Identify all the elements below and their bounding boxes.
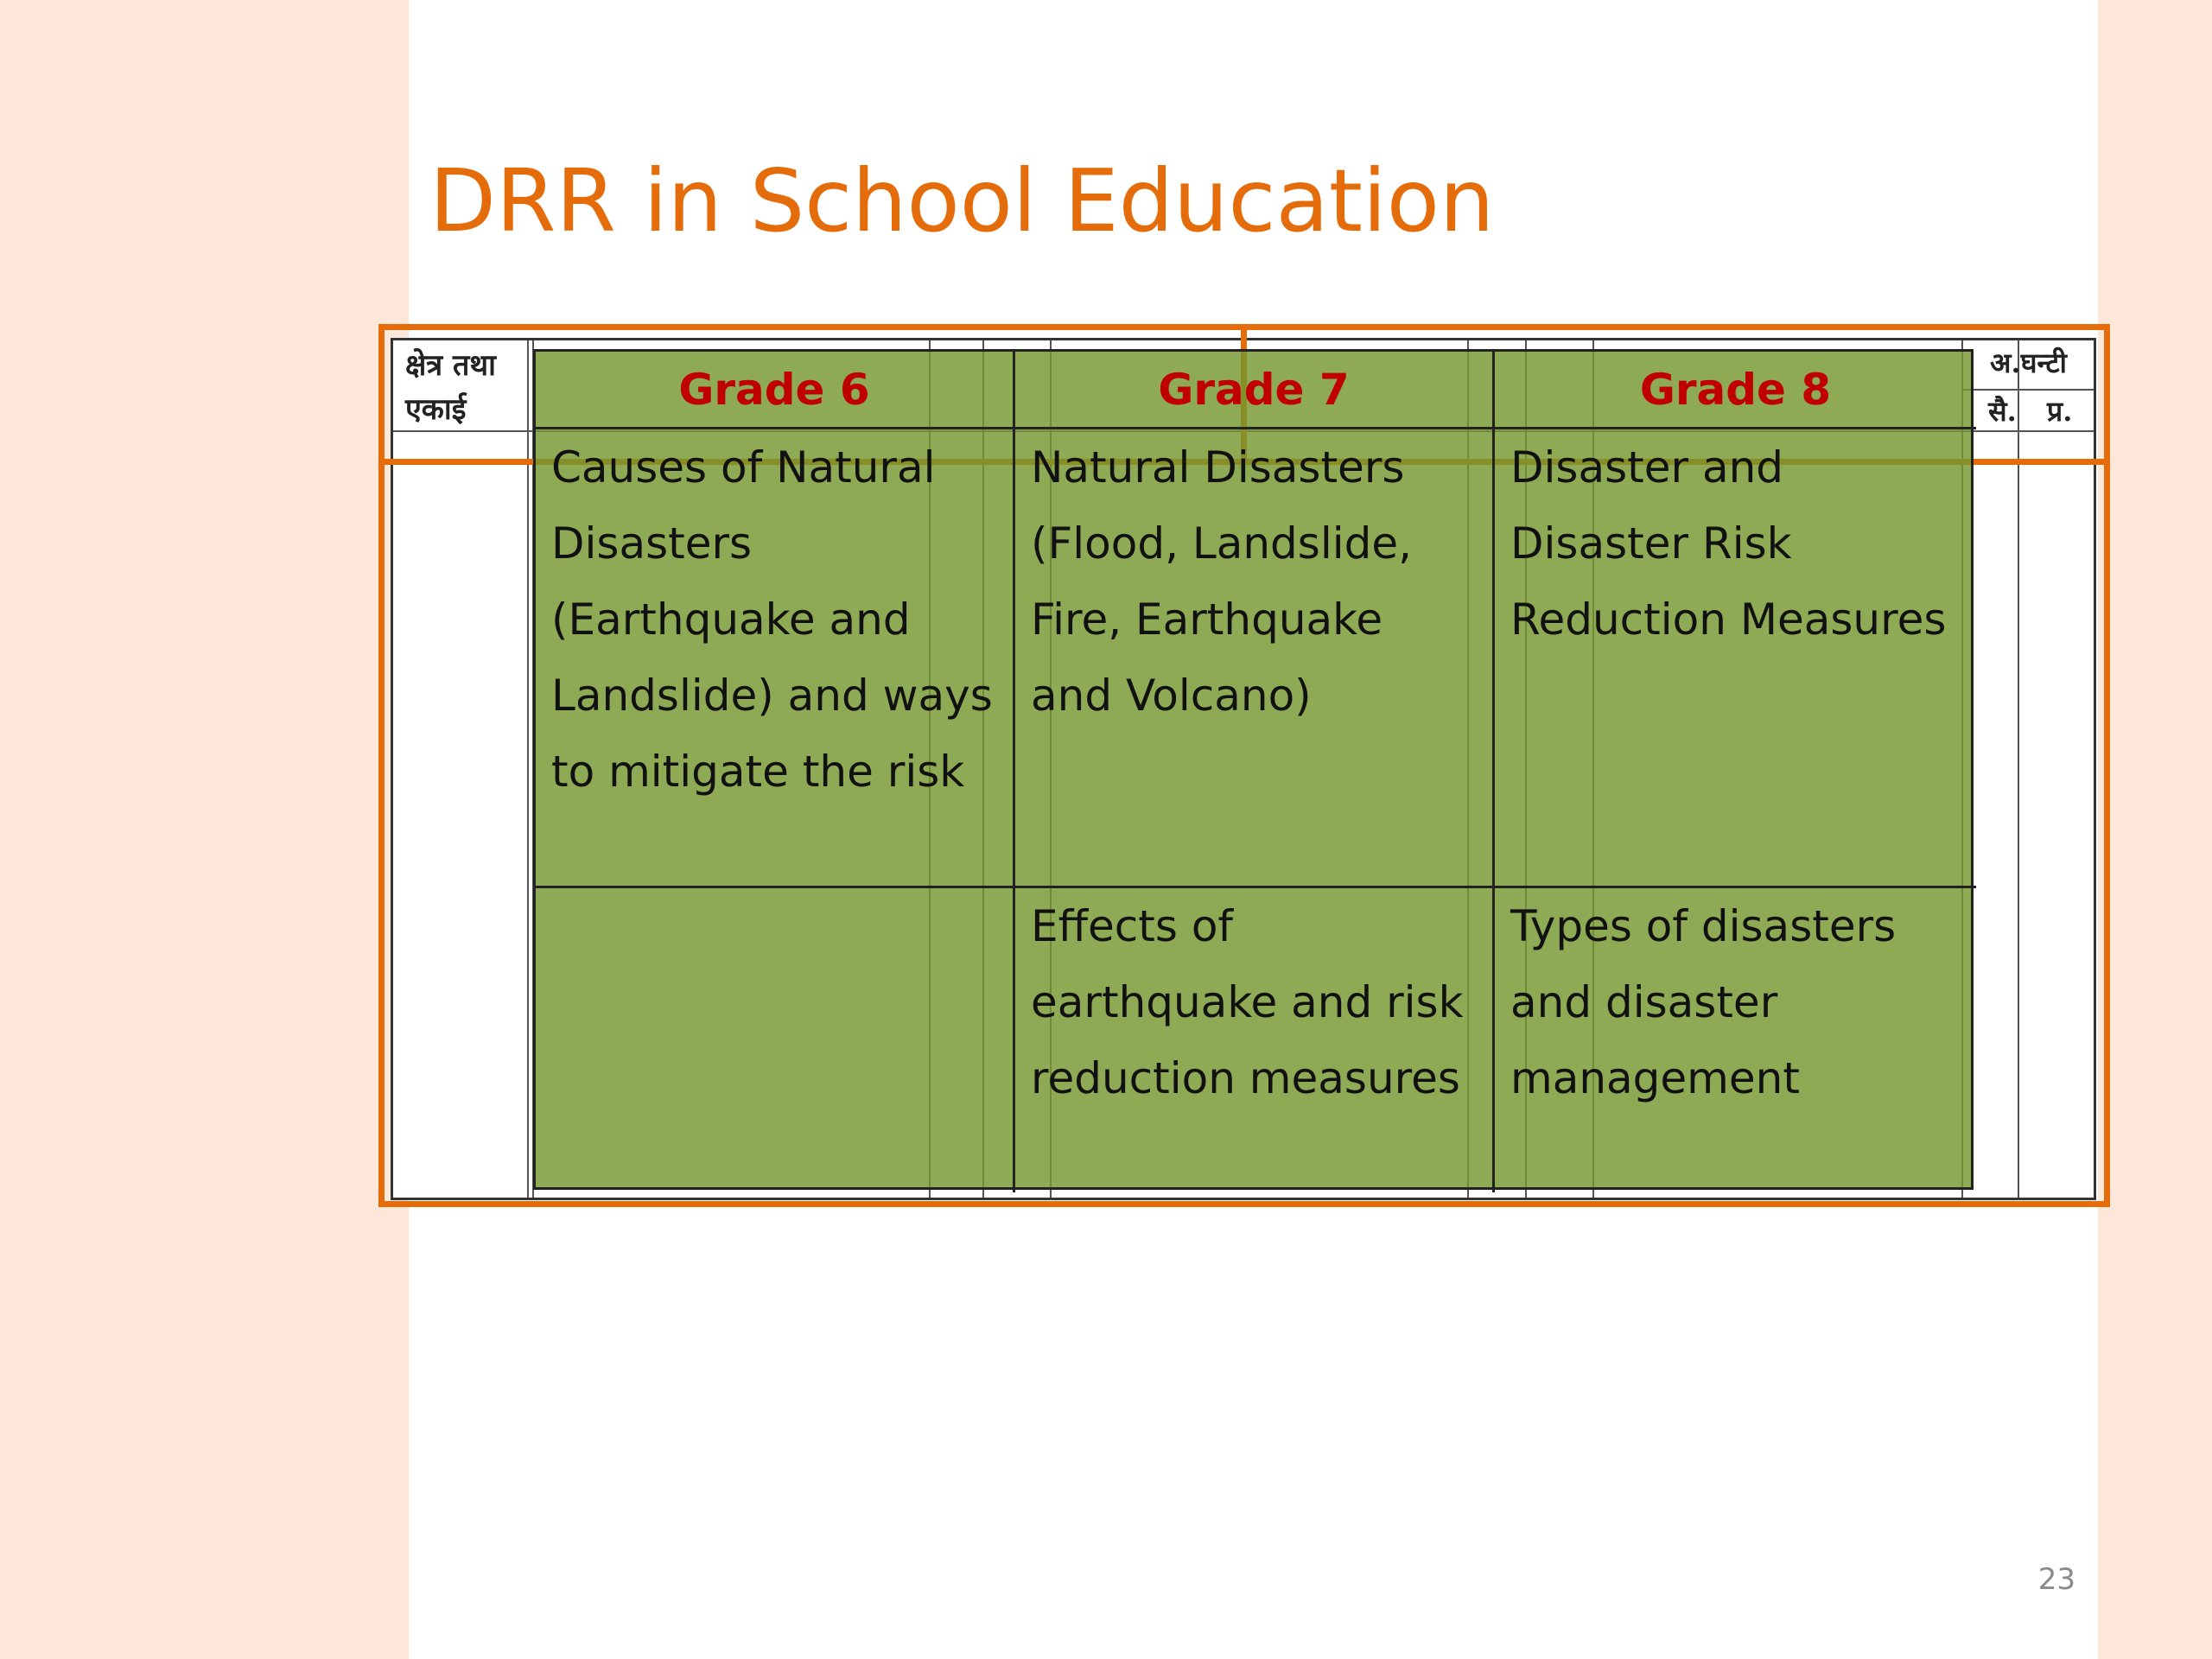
grade-6-topic-2 <box>536 888 1015 1192</box>
grade-7-topic-1: Natural Disasters (Flood, Landslide, Fire, Earthquake and Volcano) <box>1015 429 1495 888</box>
grade-curriculum-table <box>533 349 1974 1190</box>
grade-7-header: Grade 7 <box>1015 352 1495 429</box>
grade-6-header: Grade 6 <box>536 352 1015 429</box>
slide-title: DRR in School Education <box>429 150 1495 251</box>
grade-6-topic-1: Causes of Natural Disasters (Earthquake and Landslide) and ways to mitigate the risk <box>536 429 1015 888</box>
area-unit-label: क्षेत्र तथा एकाई <box>405 348 496 427</box>
grade-8-header: Grade 8 <box>1495 352 1976 429</box>
grade-8-topic-1: Disaster and Disaster Risk Reduction Measures <box>1495 429 1976 888</box>
practical-label: प्र. <box>2047 395 2073 428</box>
grade-8-topic-2: Types of disasters and disaster management <box>1510 901 1897 1103</box>
grade-7-topic-2: Effects of earthquake and risk reduction measures <box>1015 888 1495 1192</box>
page-number: 23 <box>2037 1562 2075 1597</box>
hours-label: अ.घन्टी <box>1990 346 2067 379</box>
theory-label: सै. <box>1988 395 2017 428</box>
